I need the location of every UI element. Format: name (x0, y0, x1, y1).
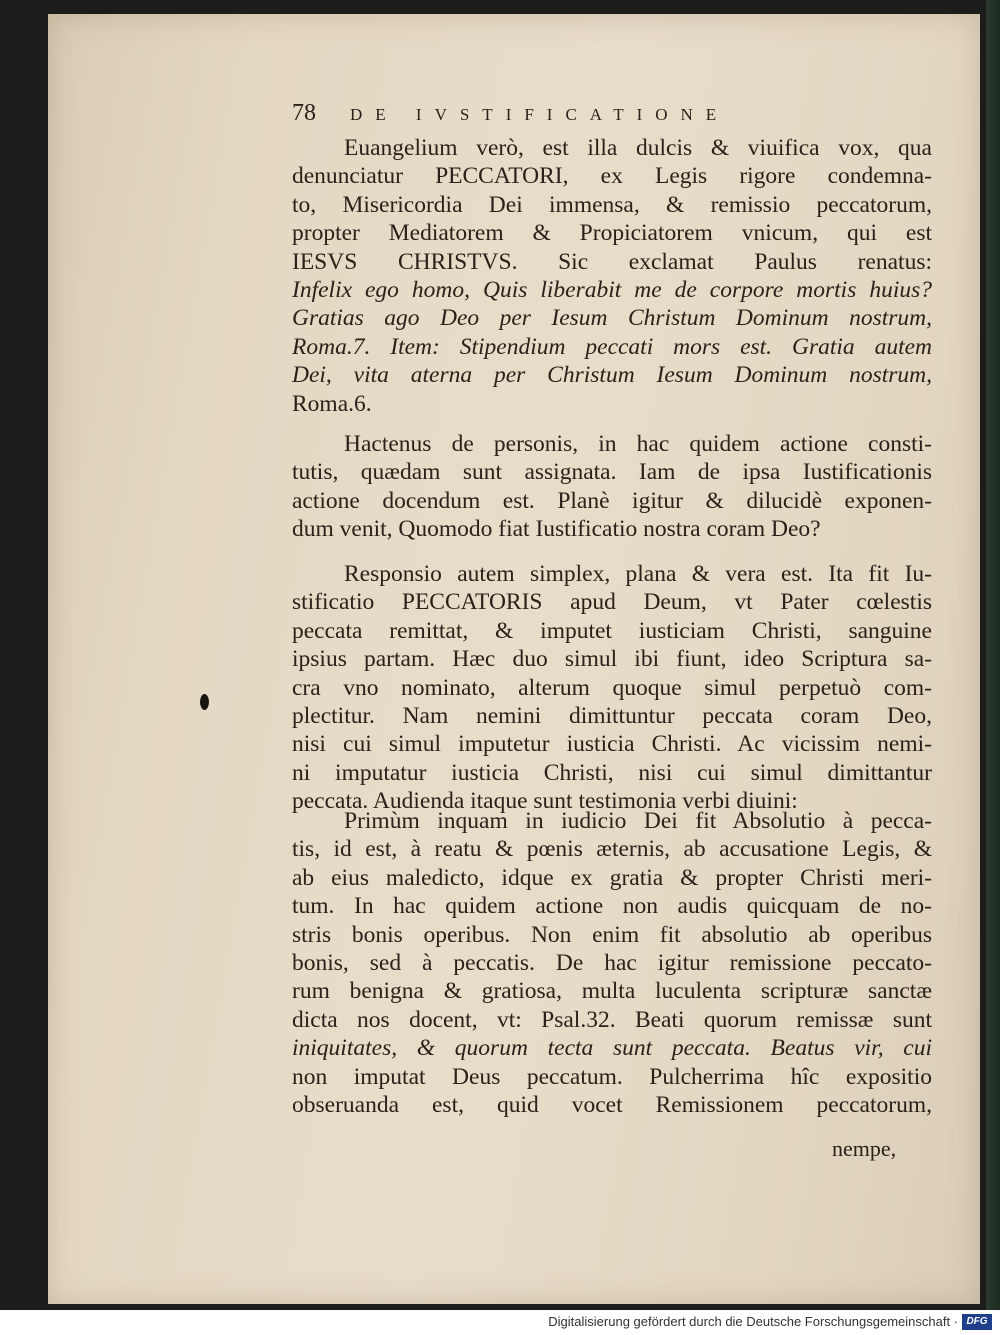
running-head (292, 100, 932, 136)
text-line: bonis, sed à peccatis. De hac igitur remissione peccato- (292, 950, 932, 977)
text-line: rum benigna & gratiosa, multa luculenta scripturæ sanctæ (292, 978, 932, 1005)
text-line: peccata remittat, & imputet iusticiam Christi, sanguine (292, 617, 932, 644)
text-line: dum venit, Quomodo fiat Iustificatio nostra coram Deo? (292, 516, 821, 543)
text-line-italic: Gratias ago Deo per Iesum Christum Dominum nostrum, (292, 305, 932, 332)
text-line: ipsius partam. Hæc duo simul ibi fiunt, ideo Scriptura sa- (292, 646, 932, 673)
running-title: DE IVSTIFICATIONE (350, 105, 730, 124)
footer-bar (0, 1310, 1000, 1335)
text-line: denunciatur PECCATORI, ex Legis rigore condemna- (292, 163, 932, 190)
catchword: nempe, (832, 1136, 897, 1161)
text-line: Responsio autem simplex, plana & vera est. Ita fit Iu- (344, 561, 932, 587)
text-line-italic: Infelix ego homo, Quis liberabit me de corpore mortis huius? (292, 277, 932, 304)
text-line: dicta nos docent, vt: Psal.32. Beati quorum remissæ sunt (292, 1006, 932, 1033)
text-line: Hactenus de personis, in hac quidem actione consti- (344, 431, 932, 457)
text-line: propter Mediatorem & Propiciatorem vnicum, qui est (292, 220, 932, 247)
paragraph-1 (292, 134, 932, 418)
text-line: Roma.6. (292, 390, 372, 417)
text-line-italic: Dei, vita aterna per Christum Iesum Dominum nostrum, (292, 362, 932, 389)
text-line: tutis, quædam sunt assignata. Iam de ipsa Iustificationis (292, 459, 932, 486)
text-line: to, Misericordia Dei immensa, & remissio peccatorum, (292, 191, 932, 218)
text-line: nisi cui simul imputetur iusticia Christi. Ac vicissim nemi- (292, 731, 932, 758)
text-line: ni imputatur iusticia Christi, nisi cui simul dimittantur (292, 759, 932, 786)
paragraph-4 (292, 807, 932, 1119)
text-line: IESVS CHRISTVS. Sic exclamat Paulus renatus: (292, 248, 932, 275)
page-number: 78 (292, 100, 316, 126)
paragraph-3 (292, 560, 932, 816)
text-line: cra vno nominato, alterum quoque simul perpetuò com- (292, 674, 932, 701)
text-line: stificatio PECCATORIS apud Deum, vt Pater cœlestis (292, 589, 932, 616)
text-line: actione docendum est. Planè igitur & dilucidè exponen- (292, 487, 932, 514)
text-line: stris bonis operibus. Non enim fit absolutio ab operibus (292, 921, 932, 948)
funding-credit: Digitalisierung gefördert durch die Deutsche Forschungsgemeinschaft · (548, 1314, 958, 1329)
text-line-italic: Roma.7. Item: Stipendium peccati mors est. Gratia autem (292, 333, 932, 360)
text-line: ab eius maledicto, idque ex gratia & propter Christi meri- (292, 864, 932, 891)
text-line: obseruanda est, quid vocet Remissionem peccatorum, (292, 1092, 932, 1119)
text-line: tis, id est, à reatu & pœnis æternis, ab accusatione Legis, & (292, 836, 932, 863)
dfg-logo: DFG (962, 1314, 992, 1330)
text-line: tum. In hac quidem actione non audis quicquam de no- (292, 893, 932, 920)
text-line: Euangelium verò, est illa dulcis & viuifica vox, qua (344, 135, 932, 161)
text-line-italic: iniquitates, & quorum tecta sunt peccata. Beatus vir, cui (292, 1035, 932, 1062)
text-line: non imputat Deus peccatum. Pulcherrima hîc expositio (292, 1063, 932, 1090)
book-binding-edge (986, 0, 1000, 1310)
paragraph-2 (292, 430, 932, 544)
text-line: peccata. Audienda itaque sunt testimonia verbi diuini: (292, 788, 798, 815)
text-line: plectitur. Nam nemini dimittuntur peccata coram Deo, (292, 703, 932, 730)
text-line: Primùm inquam in iudicio Dei fit Absolutio à pecca- (344, 808, 932, 834)
ink-blot (200, 694, 209, 710)
